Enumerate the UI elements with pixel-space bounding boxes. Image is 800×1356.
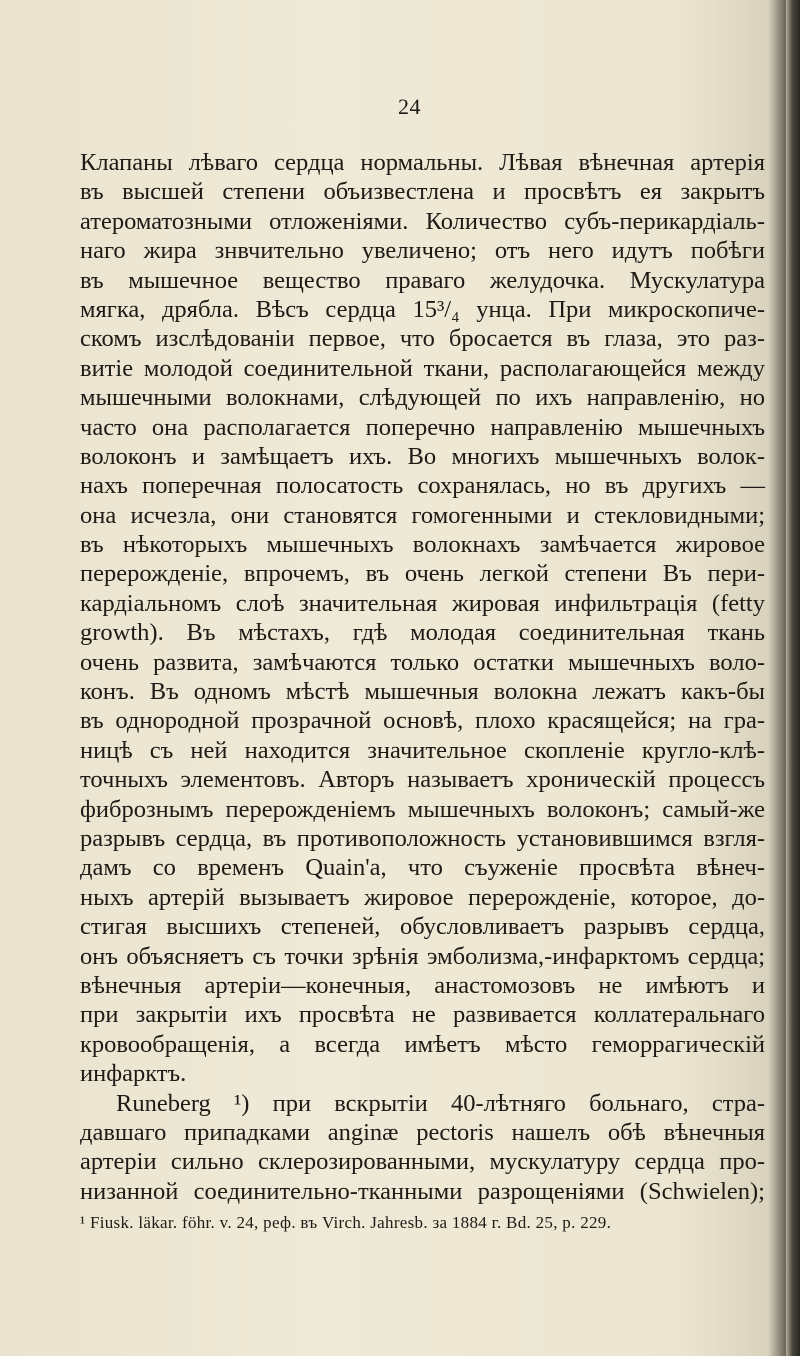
text-line: стигая высшихъ степеней, обусловливаетъ разрывъ сердца, [80,913,765,941]
text-line: атероматозными отложеніями. Количество субъ-перикардіаль- [80,207,765,235]
text-line: ныхъ артерій вызываетъ жировое перерожденіе, которое, до- [80,883,765,911]
text-line: низанной соединительно-тканными разрощеніями (Schwielen); [80,1177,765,1205]
text-line: въ нѣкоторыхъ мышечныхъ волокнахъ замѣчается жировое [80,531,765,559]
text-line: дамъ со временъ Quain'а, что съуженіе просвѣта вѣнеч- [80,854,765,882]
page-edge-shadow [786,0,800,1356]
text-line: въ высшей степени объизвестлена и просвѣтъ ея закрытъ [80,178,765,206]
text-line: наго жира знвчительно увеличено; отъ него идутъ побѣги [80,237,765,265]
text-line: онъ объясняетъ съ точки зрѣнія эмболизма,-инфарктомъ сердца; [80,942,765,970]
text-line: точныхъ элементовъ. Авторъ называетъ хроническій процессъ [80,766,765,794]
text-line: перерожденіе, впрочемъ, въ очень легкой степени Въ пери- [80,560,765,588]
text-line: витіе молодой соединительной ткани, располагающейся между [80,354,765,382]
text-line: мышечными волокнами, слѣдующей по ихъ направленію, но [80,384,765,412]
text-line: разрывъ сердца, въ противоположность установившимся взгля- [80,824,765,852]
text-line: кардіальномъ слоѣ значительная жировая инфильтрація (fetty [80,589,765,617]
body-text [80,148,765,1206]
text-line: ницѣ съ ней находится значительное скопленіе кругло-клѣ- [80,736,765,764]
text-line: вѣнечныя артеріи—конечныя, анастомозовъ не имѣютъ и [80,971,765,999]
text-line: Клапаны лѣваго сердца нормальны. Лѣвая вѣнечная артерія [80,149,765,176]
text-line: инфарктъ. [80,1060,187,1088]
text-line: въ мышечное вещество праваго желудочка. Мускулатура [80,266,765,294]
footnote: ¹ Fiusk. läkar. föhr. v. 24, реф. въ Virch. Jahresb. за 1884 г. Bd. 25, p. 229. [80,1213,612,1232]
text-line: конъ. Въ одномъ мѣстѣ мышечныя волокна лежатъ какъ-бы [80,678,765,706]
text-line: при закрытіи ихъ просвѣта не развивается коллатеральнаго [80,1001,765,1029]
text-line: Runeberg ¹) при вскрытіи 40-лѣтняго больнаго, стра- [116,1089,765,1117]
text-line: growth). Въ мѣстахъ, гдѣ молодая соединительная ткань [80,619,765,647]
text-line: кровообращенія, а всегда имѣетъ мѣсто геморрагическій [80,1030,765,1058]
text-line: она исчезла, они становятся гомогенными и стекловидными; [80,501,765,529]
text-line: очень развита, замѣчаются только остатки мышечныхъ воло- [80,648,765,676]
text-line: нахъ поперечная полосатость сохранялась, но въ другихъ — [80,472,765,500]
text-line: фибрознымъ перерожденіемъ мышечныхъ волоконъ; самый-же [80,795,765,823]
page-number: 24 [398,94,421,119]
text-line: артеріи сильно склерозированными, мускулатуру сердца про- [80,1148,765,1176]
text-line: давшаго припадками anginæ pectoris нашелъ обѣ вѣнечныя [80,1118,765,1146]
text-line: часто она располагается поперечно направленію мышечныхъ [80,413,765,441]
text-line: скомъ изслѣдованіи первое, что бросается въ глаза, это раз- [80,325,765,353]
text-line: въ однородной прозрачной основѣ, плохо красящейся; на гра- [80,707,765,735]
text-line: мягка, дрябла. Вѣсъ сердца 15³/₄ унца. При микроскопиче- [80,295,765,323]
text-line: волоконъ и замѣщаетъ ихъ. Во многихъ мышечныхъ волок- [80,442,765,470]
